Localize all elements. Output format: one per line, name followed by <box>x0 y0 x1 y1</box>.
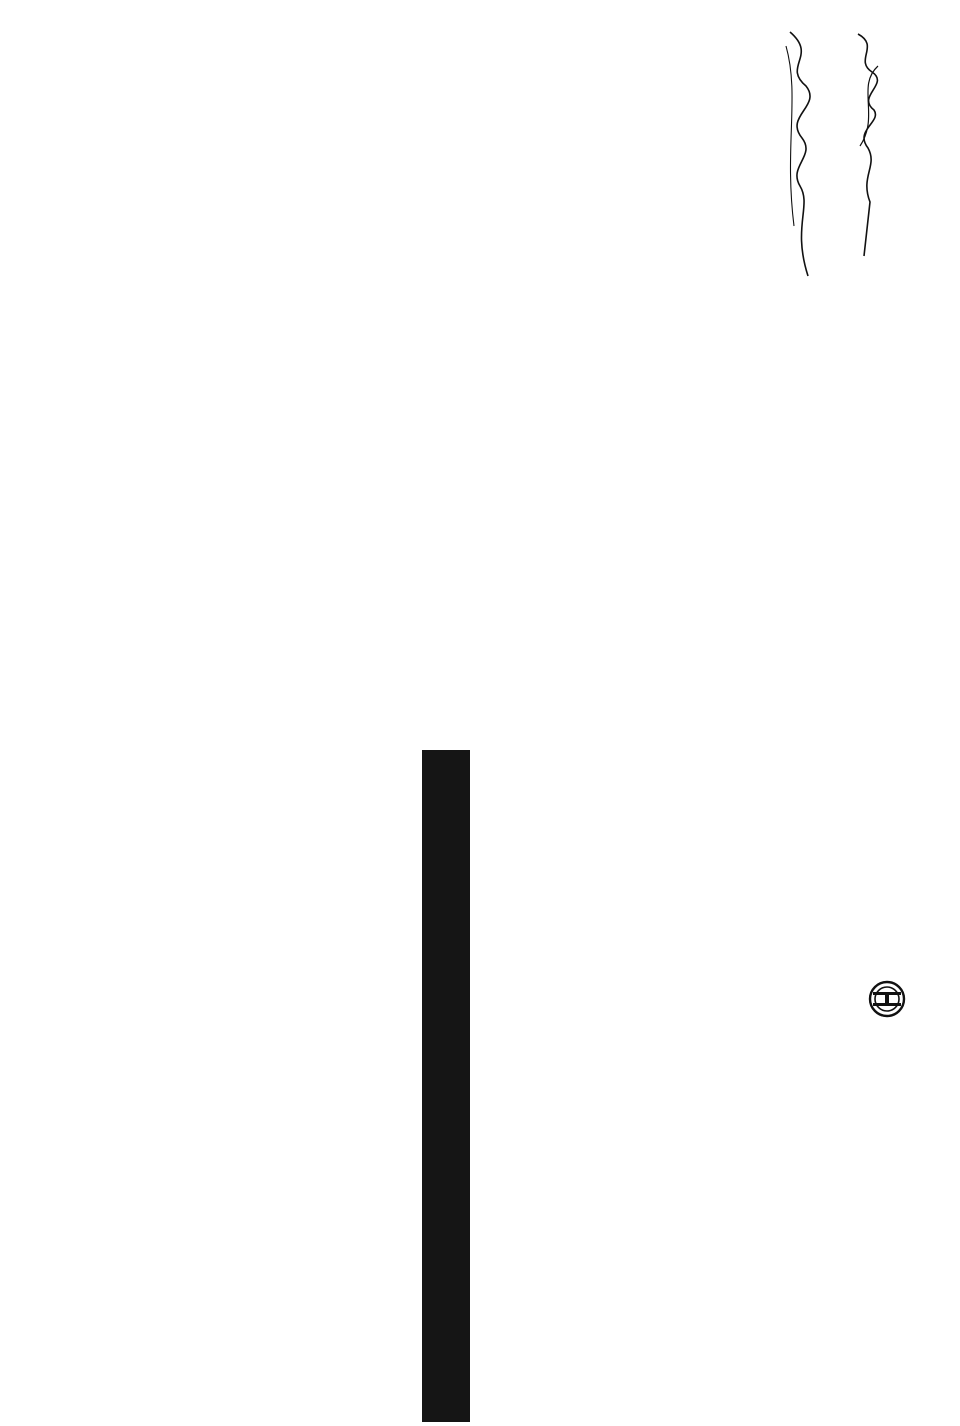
signature-block <box>780 26 906 326</box>
bosch-armature-icon <box>868 980 906 1018</box>
right-declaration-page <box>500 10 948 1060</box>
signature-date-1 <box>884 26 906 326</box>
bosch-branding <box>780 326 906 1044</box>
signature-2-image <box>780 26 820 286</box>
right-page-wrapper <box>500 10 948 1060</box>
left-page-wrapper <box>0 750 470 1422</box>
bosch-logo <box>868 980 906 1028</box>
signature-row <box>780 26 906 1044</box>
left-declaration-page <box>0 750 470 1422</box>
signature-1-image <box>850 26 884 266</box>
language-header-bar <box>422 750 470 1422</box>
left-page-body <box>416 750 422 1422</box>
signature-date-2 <box>820 26 842 326</box>
